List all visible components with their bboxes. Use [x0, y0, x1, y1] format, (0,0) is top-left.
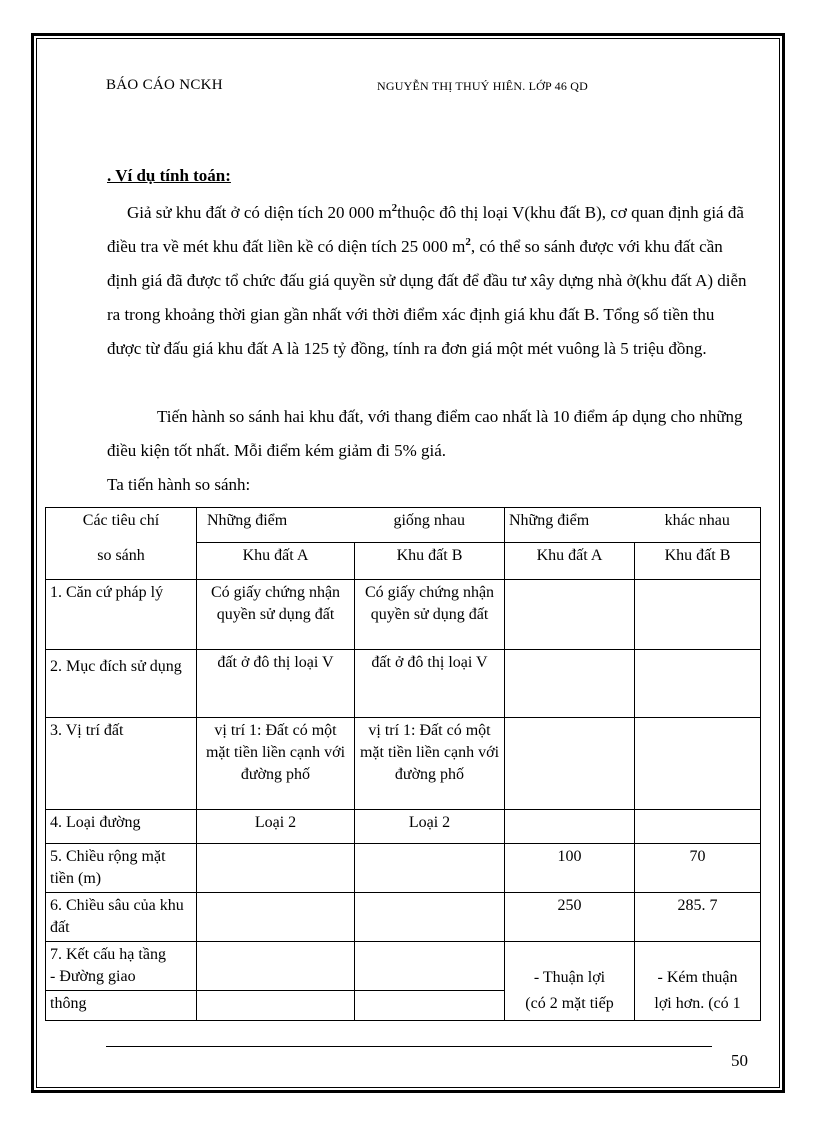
header-author: NGUYỄN THỊ THUÝ HIÊN. LỚP 46 QD — [377, 79, 588, 93]
table-row — [46, 810, 761, 844]
col-header-same-a: Khu đất A — [197, 543, 355, 580]
paragraph-scoring: Tiến hành so sánh hai khu đất, với thang điểm cao nhất là 10 điểm áp dụng cho những điều kiện tốt nhất. Mỗi điểm kém giảm đi 5% giá. — [107, 407, 743, 460]
criterion-cell: 7. Kết cấu hạ tầng - Đường giao — [46, 942, 197, 991]
diff-b-cell — [635, 810, 761, 844]
diff-b-cell: 70 — [635, 844, 761, 893]
criterion-cell: thông — [46, 991, 197, 1021]
diff-a-cell: 250 — [505, 893, 635, 942]
same-group-header-right: giống nhau — [355, 508, 505, 543]
same-b-cell — [355, 942, 505, 991]
diff-a-cell — [505, 810, 635, 844]
criteria-header-line2: so sánh — [46, 543, 197, 580]
diff-a-cell — [505, 718, 635, 810]
diff-a-cell: 100 — [505, 844, 635, 893]
criterion-cell: 5. Chiều rộng mặt tiền (m) — [46, 844, 197, 893]
footer-divider — [106, 1046, 712, 1047]
same-b-cell: Có giấy chứng nhận quyền sử dụng đất — [355, 580, 505, 650]
diff-a-cell: - Thuận lợi — [505, 942, 635, 991]
diff-group-header-left: Những điểm — [505, 508, 635, 543]
criterion-cell: 6. Chiều sâu của khu đất — [46, 893, 197, 942]
same-a-cell — [197, 844, 355, 893]
table-row — [46, 844, 761, 893]
page-number: 50 — [731, 1051, 748, 1070]
table-row — [46, 718, 761, 810]
same-a-cell: đất ở đô thị loại V — [197, 650, 355, 718]
table-subheader-row — [46, 543, 761, 580]
paragraph-text: Giả sử khu đất ở có diện tích 20 000 m — [127, 203, 392, 222]
header-report-title: BÁO CÁO NCKH — [106, 77, 223, 93]
paragraph-intro-table: Ta tiến hành so sánh: — [107, 475, 251, 494]
diff-b-cell — [635, 650, 761, 718]
col-header-diff-a: Khu đất A — [505, 543, 635, 580]
criterion-cell: 1. Căn cứ pháp lý — [46, 580, 197, 650]
diff-b-cell: lợi hơn. (có 1 — [635, 991, 761, 1021]
same-b-cell — [355, 893, 505, 942]
table-row — [46, 580, 761, 650]
same-b-cell — [355, 844, 505, 893]
table-row — [46, 650, 761, 718]
criterion-cell: 2. Mục đích sử dụng — [46, 650, 197, 718]
criterion-cell: 4. Loại đường — [46, 810, 197, 844]
paragraph-text: thuộc đô thị loại V(khu đất B), cơ quan định giá đã điều tra về mét khu đất liền kề có diện tích 25 000 m — [107, 203, 744, 256]
comparison-table — [45, 507, 761, 1021]
col-header-diff-b: Khu đất B — [635, 543, 761, 580]
diff-b-cell: 285. 7 — [635, 893, 761, 942]
diff-group-header-right: khác nhau — [635, 508, 761, 543]
table-row — [46, 893, 761, 942]
table-row — [46, 942, 761, 991]
diff-a-cell — [505, 580, 635, 650]
same-a-cell: Loại 2 — [197, 810, 355, 844]
table-header-row — [46, 508, 761, 543]
diff-a-cell — [505, 650, 635, 718]
diff-a-cell: (có 2 mặt tiếp — [505, 991, 635, 1021]
same-a-cell: Có giấy chứng nhận quyền sử dụng đất — [197, 580, 355, 650]
same-group-header-left: Những điểm — [197, 508, 355, 543]
col-header-same-b: Khu đất B — [355, 543, 505, 580]
paragraph-text: , có thể so sánh được với khu đất cần định giá đã được tổ chức đấu giá quyền sử dụng đất để đầu tư xây dựng nhà ở(khu đất A) diễn ra trong khoảng thời gian gần nhất với thời điểm xác định giá khu đất B. Tổng số tiền thu được từ đấu giá khu đất A là 125 tỷ đồng, tính ra đơn giá một mét vuông là 5 triệu đồng. — [107, 237, 747, 358]
superscript: 2 — [391, 202, 398, 214]
same-a-cell — [197, 942, 355, 991]
criterion-cell: 3. Vị trí đất — [46, 718, 197, 810]
same-a-cell — [197, 893, 355, 942]
diff-b-cell — [635, 580, 761, 650]
criteria-header: Các tiêu chí — [46, 508, 197, 543]
table-row — [46, 991, 761, 1021]
diff-b-cell — [635, 718, 761, 810]
same-b-cell: Loại 2 — [355, 810, 505, 844]
superscript: 2 — [465, 236, 471, 248]
same-b-cell: vị trí 1: Đất có một mặt tiền liền cạnh với đường phố — [355, 718, 505, 810]
same-a-cell: vị trí 1: Đất có một mặt tiền liền cạnh với đường phố — [197, 718, 355, 810]
same-a-cell — [197, 991, 355, 1021]
same-b-cell — [355, 991, 505, 1021]
paragraph-example — [107, 196, 747, 366]
diff-b-cell: - Kém thuận — [635, 942, 761, 991]
same-b-cell: đất ở đô thị loại V — [355, 650, 505, 718]
section-title: . Ví dụ tính toán: — [107, 166, 231, 185]
